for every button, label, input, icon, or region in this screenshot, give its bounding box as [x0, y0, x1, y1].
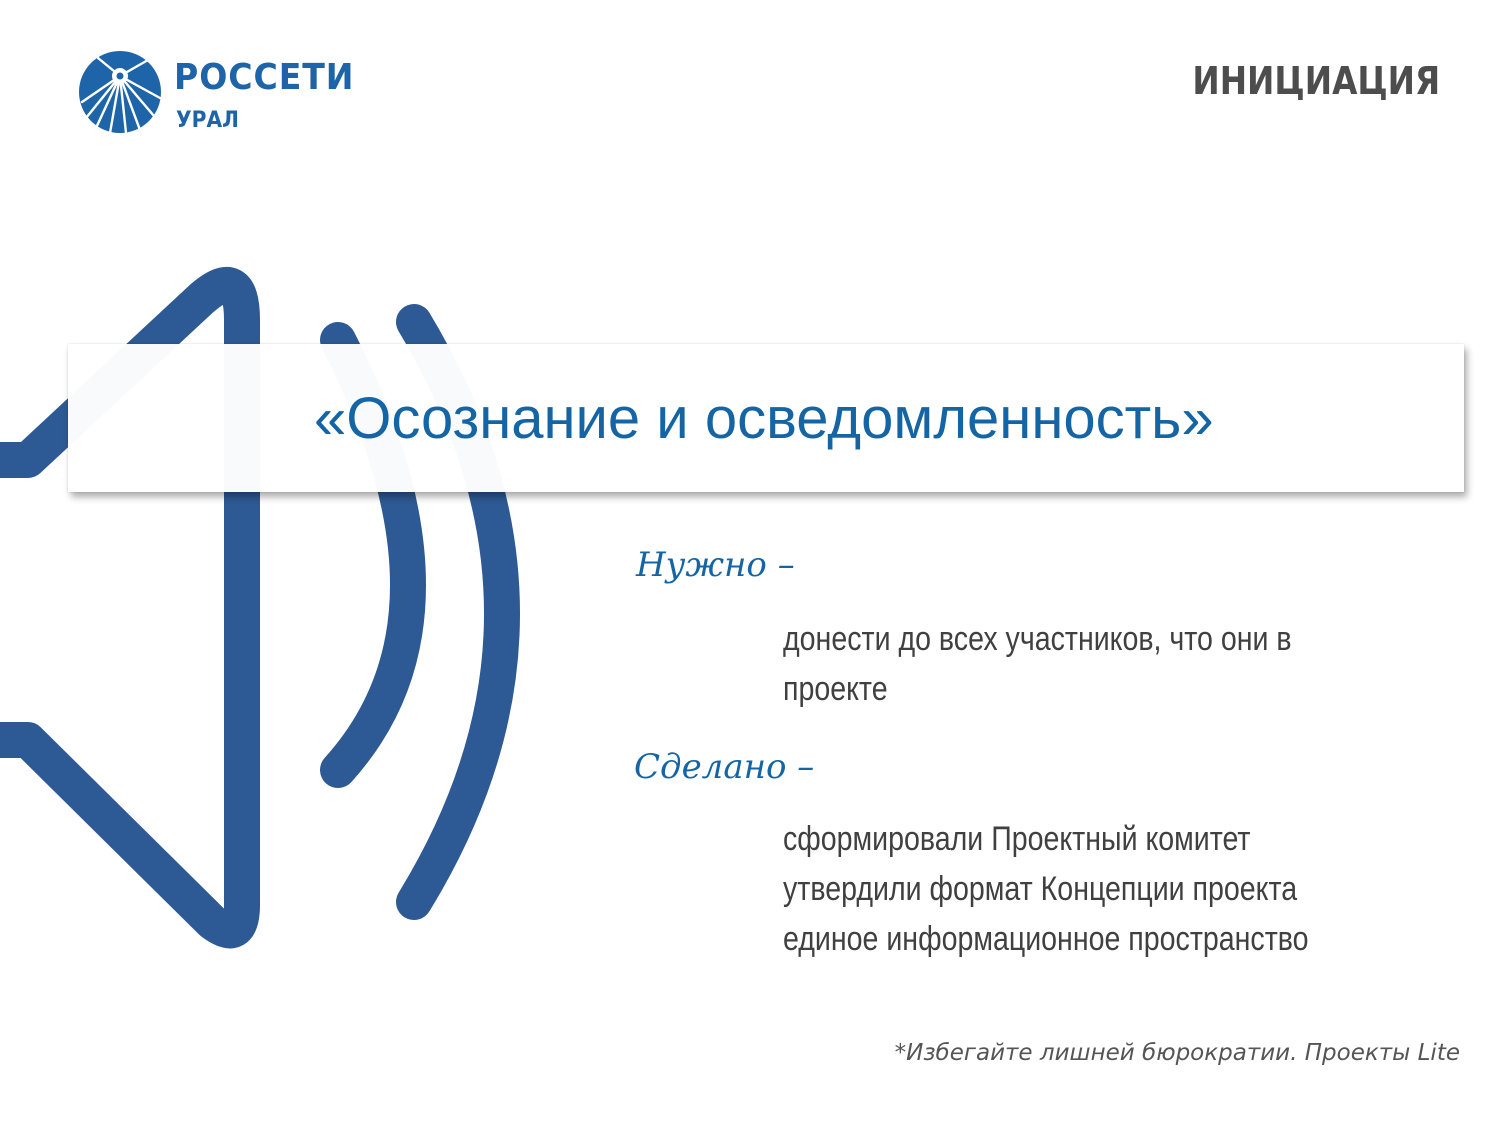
title-card: [68, 344, 1464, 492]
done-line: утвердили формат Концепции проекта: [783, 870, 1298, 908]
slide-title: «Осознание и осведомленность»: [314, 386, 1214, 451]
footnote: *Избегайте лишней бюрократии. Проекты Lite: [894, 1040, 1460, 1066]
done-text: [783, 814, 1309, 964]
done-line: единое информационное пространство: [783, 920, 1309, 958]
need-heading: Нужно –: [636, 545, 795, 585]
done-heading: Сделано –: [634, 747, 815, 787]
need-line: донести до всех участников, что они в: [783, 620, 1292, 658]
rosseti-logo-icon: [78, 50, 162, 134]
logo-region-name: УРАЛ: [176, 108, 239, 133]
need-text: [783, 614, 1292, 714]
done-line: сформировали Проектный комитет: [783, 820, 1251, 858]
logo-company-name: РОССЕТИ: [174, 57, 355, 98]
company-logo: [78, 50, 378, 136]
need-line: проекте: [783, 670, 888, 708]
stage-label: ИНИЦИАЦИЯ: [1192, 59, 1440, 103]
